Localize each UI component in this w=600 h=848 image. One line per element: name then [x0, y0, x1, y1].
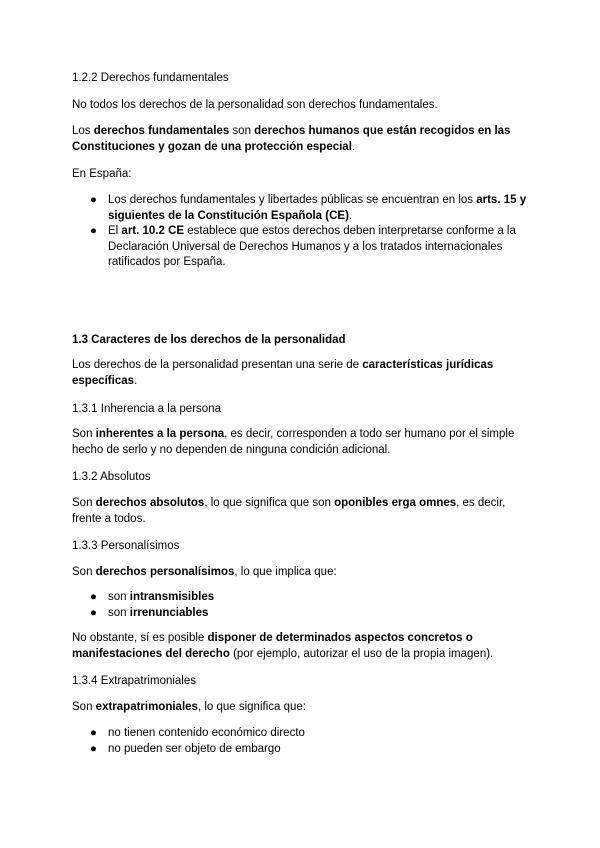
paragraph: No obstante, sí es posible disponer de determinados aspectos concretos o manifestaciones del derecho (por ejemplo, autorizar el uso de la propia imagen). [72, 632, 494, 660]
paragraph: Son extrapatrimoniales, lo que significa que: [72, 701, 306, 713]
bullet-icon: ● [90, 727, 97, 739]
list-item: ● Los derechos fundamentales y libertades públicas se encuentran en los arts. 15 y siguientes de la Constitución Española (CE). [90, 194, 527, 222]
paragraph: En España: [72, 168, 132, 180]
heading-1-3-1: 1.3.1 Inherencia a la persona [72, 403, 221, 415]
bullet-icon: ● [90, 742, 97, 755]
paragraph: Son derechos personalísimos, lo que implica que: [72, 566, 337, 578]
heading-1-2-2: 1.2.2 Derechos fundamentales [72, 72, 229, 84]
bullet-icon: ● [90, 591, 97, 603]
bullet-list [72, 193, 527, 271]
paragraph: Los derechos de la personalidad presentan una serie de características jurídicas específicas. [72, 359, 494, 387]
list-item: ● no pueden ser objeto de embargo [72, 742, 527, 758]
paragraph: Son inherentes a la persona, es decir, corresponden a todo ser humano por el simple hecho de serlo y no dependen de ninguna condición adicional. [72, 428, 515, 456]
list-item: ● no tienen contenido económico directo [72, 726, 527, 742]
heading-1-3-2: 1.3.2 Absolutos [72, 471, 151, 483]
heading-1-3-4: 1.3.4 Extrapatrimoniales [72, 675, 197, 687]
bullet-icon: ● [90, 606, 97, 619]
list-item: ● son intransmisibles [72, 590, 527, 606]
paragraph: Son derechos absolutos, lo que significa que son oponibles erga omnes, es decir, frente a todos. [72, 497, 506, 525]
paragraph: No todos los derechos de la personalidad son derechos fundamentales. [72, 99, 438, 111]
list-item: ● El art. 10.2 CE establece que estos derechos deben interpretarse conforme a la Declaración Universal de Derechos Humanos y a los tratados internacionales ratificados por España. [90, 225, 516, 268]
bullet-icon: ● [90, 194, 97, 206]
heading-1-3-3: 1.3.3 Personalísimos [72, 540, 180, 552]
bullet-list [72, 590, 527, 621]
paragraph: Los derechos fundamentales son derechos humanos que están recogidos en las Constituciones y gozan de una protección especial. [72, 125, 511, 153]
bullet-list [72, 726, 527, 757]
heading-1-3: 1.3 Caracteres de los derechos de la personalidad [72, 334, 346, 346]
bullet-icon: ● [90, 225, 97, 237]
list-item: ● son irrenunciables [72, 606, 527, 622]
